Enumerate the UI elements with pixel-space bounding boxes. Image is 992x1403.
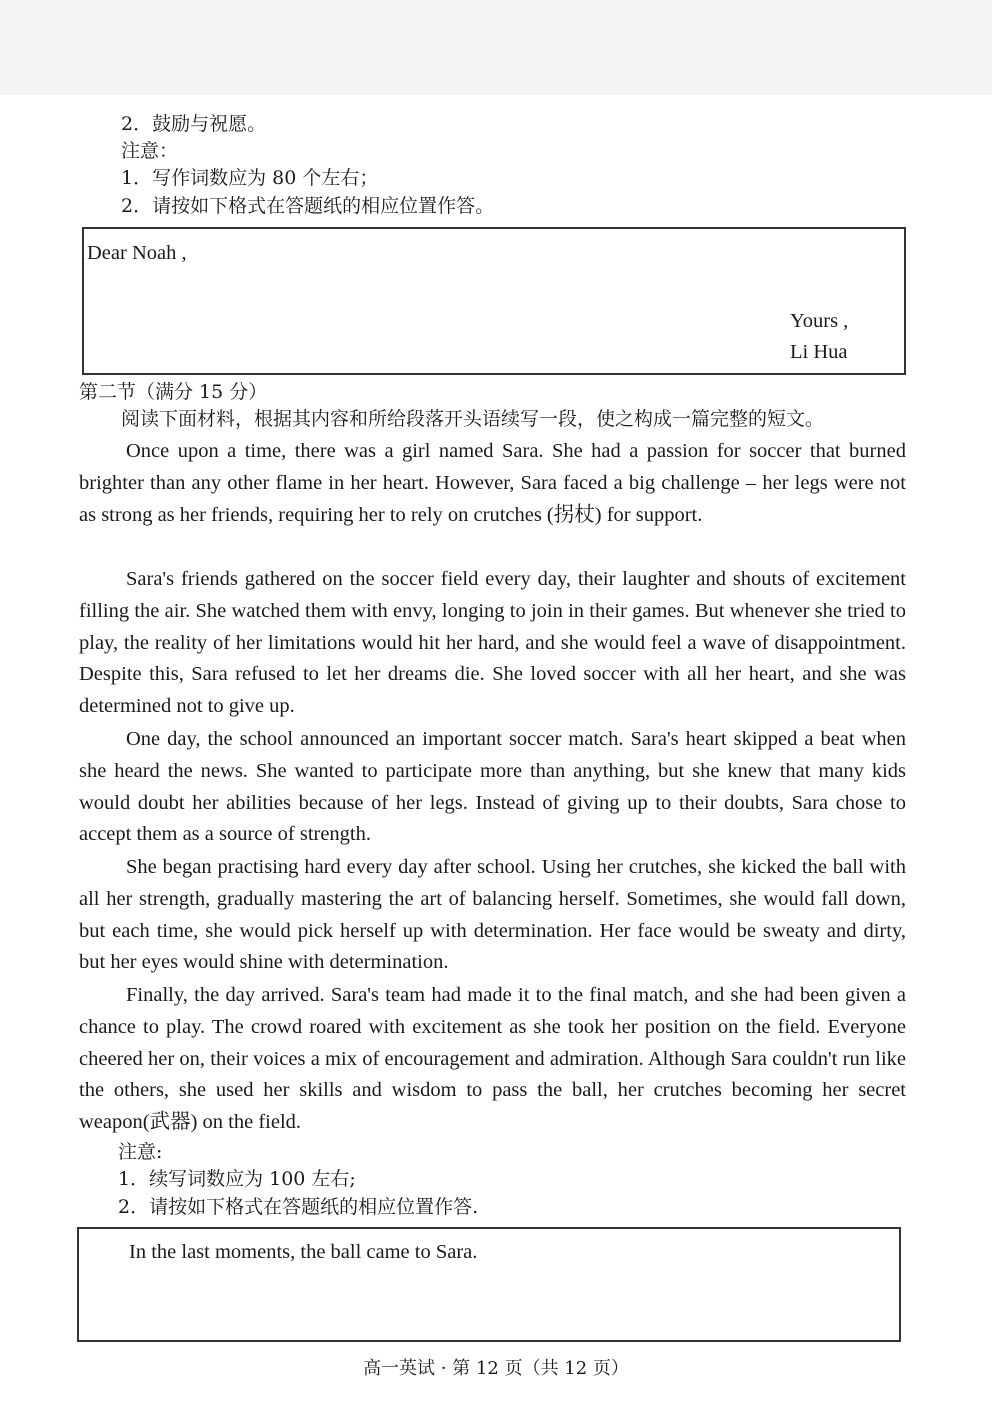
scan-shade [0, 0, 992, 95]
section2-note-1: 1．续写词数应为 100 左右; [118, 1168, 356, 1190]
page-footer: 高一英试 · 第 12 页（共 12 页） [363, 1358, 629, 1379]
part1-item-2: 2．鼓励与祝愿。 [121, 113, 267, 135]
story-paragraph-4: She began practising hard every day after school. Using her crutches, she kicked the ball with all her strength, gradually mastering the art of balancing herself. Sometimes, she would fall down, but each time, she would pick herself up with determination. Her face would be sweaty and dirty, but her eyes would shine with determination. [79, 856, 906, 974]
story-paragraph-1: Once upon a time, there was a girl named Sara. She had a passion for soccer that burned brighter than any other flame in her heart. However, Sara faced a big challenge – her legs were not as strong as her friends, requiring her to rely on crutches (拐杖) for support. [79, 440, 906, 526]
section2-note-2: 2．请按如下格式在答题纸的相应位置作答. [118, 1196, 479, 1218]
story-paragraph-3: One day, the school announced an important soccer match. Sara's heart skipped a beat when she heard the news. She wanted to participate more than anything, but she knew that many kids would doubt her abilities because of her legs. Instead of giving up to their doubts, Sara chose to accept them as a source of strength. [79, 728, 906, 846]
section2-notice-label: 注意: [118, 1141, 163, 1163]
section2-instruction: 阅读下面材料，根据其内容和所给段落开头语续写一段，使之构成一篇完整的短文。 [121, 408, 825, 430]
continuation-answer-box [77, 1227, 901, 1342]
part1-note-1: 1．写作词数应为 80 个左右； [121, 167, 379, 189]
letter-closing: Yours , [790, 310, 849, 332]
letter-greeting: Dear Noah , [87, 242, 187, 264]
continuation-start-sentence: In the last moments, the ball came to Sara. [129, 1241, 478, 1263]
letter-box [82, 227, 906, 375]
story-paragraph-5: Finally, the day arrived. Sara's team had made it to the final match, and she had been given a chance to play. The crowd roared with excitement as she took her position on the field. Everyone cheered her on, their voices a mix of encouragement and admiration. Although Sara couldn't run like the others, she used her skills and wisdom to pass the ball, her crutches becoming her secret weapon(武器) on the field. [79, 984, 906, 1134]
story-paragraph-2: Sara's friends gathered on the soccer field every day, their laughter and shouts of excitement filling the air. She watched them with envy, longing to join in their games. But whenever she tried to play, the reality of her limitations would hit her hard, and she would feel a wave of disappointment. Despite this, Sara refused to let her dreams die. She loved soccer with all her heart, and she was determined not to give up. [79, 568, 906, 718]
part1-note-2: 2．请按如下格式在答题纸的相应位置作答。 [121, 195, 495, 217]
part1-notice-label: 注意： [121, 140, 179, 162]
letter-signature: Li Hua [790, 341, 848, 363]
section2-heading: 第二节（满分 15 分） [79, 381, 268, 403]
